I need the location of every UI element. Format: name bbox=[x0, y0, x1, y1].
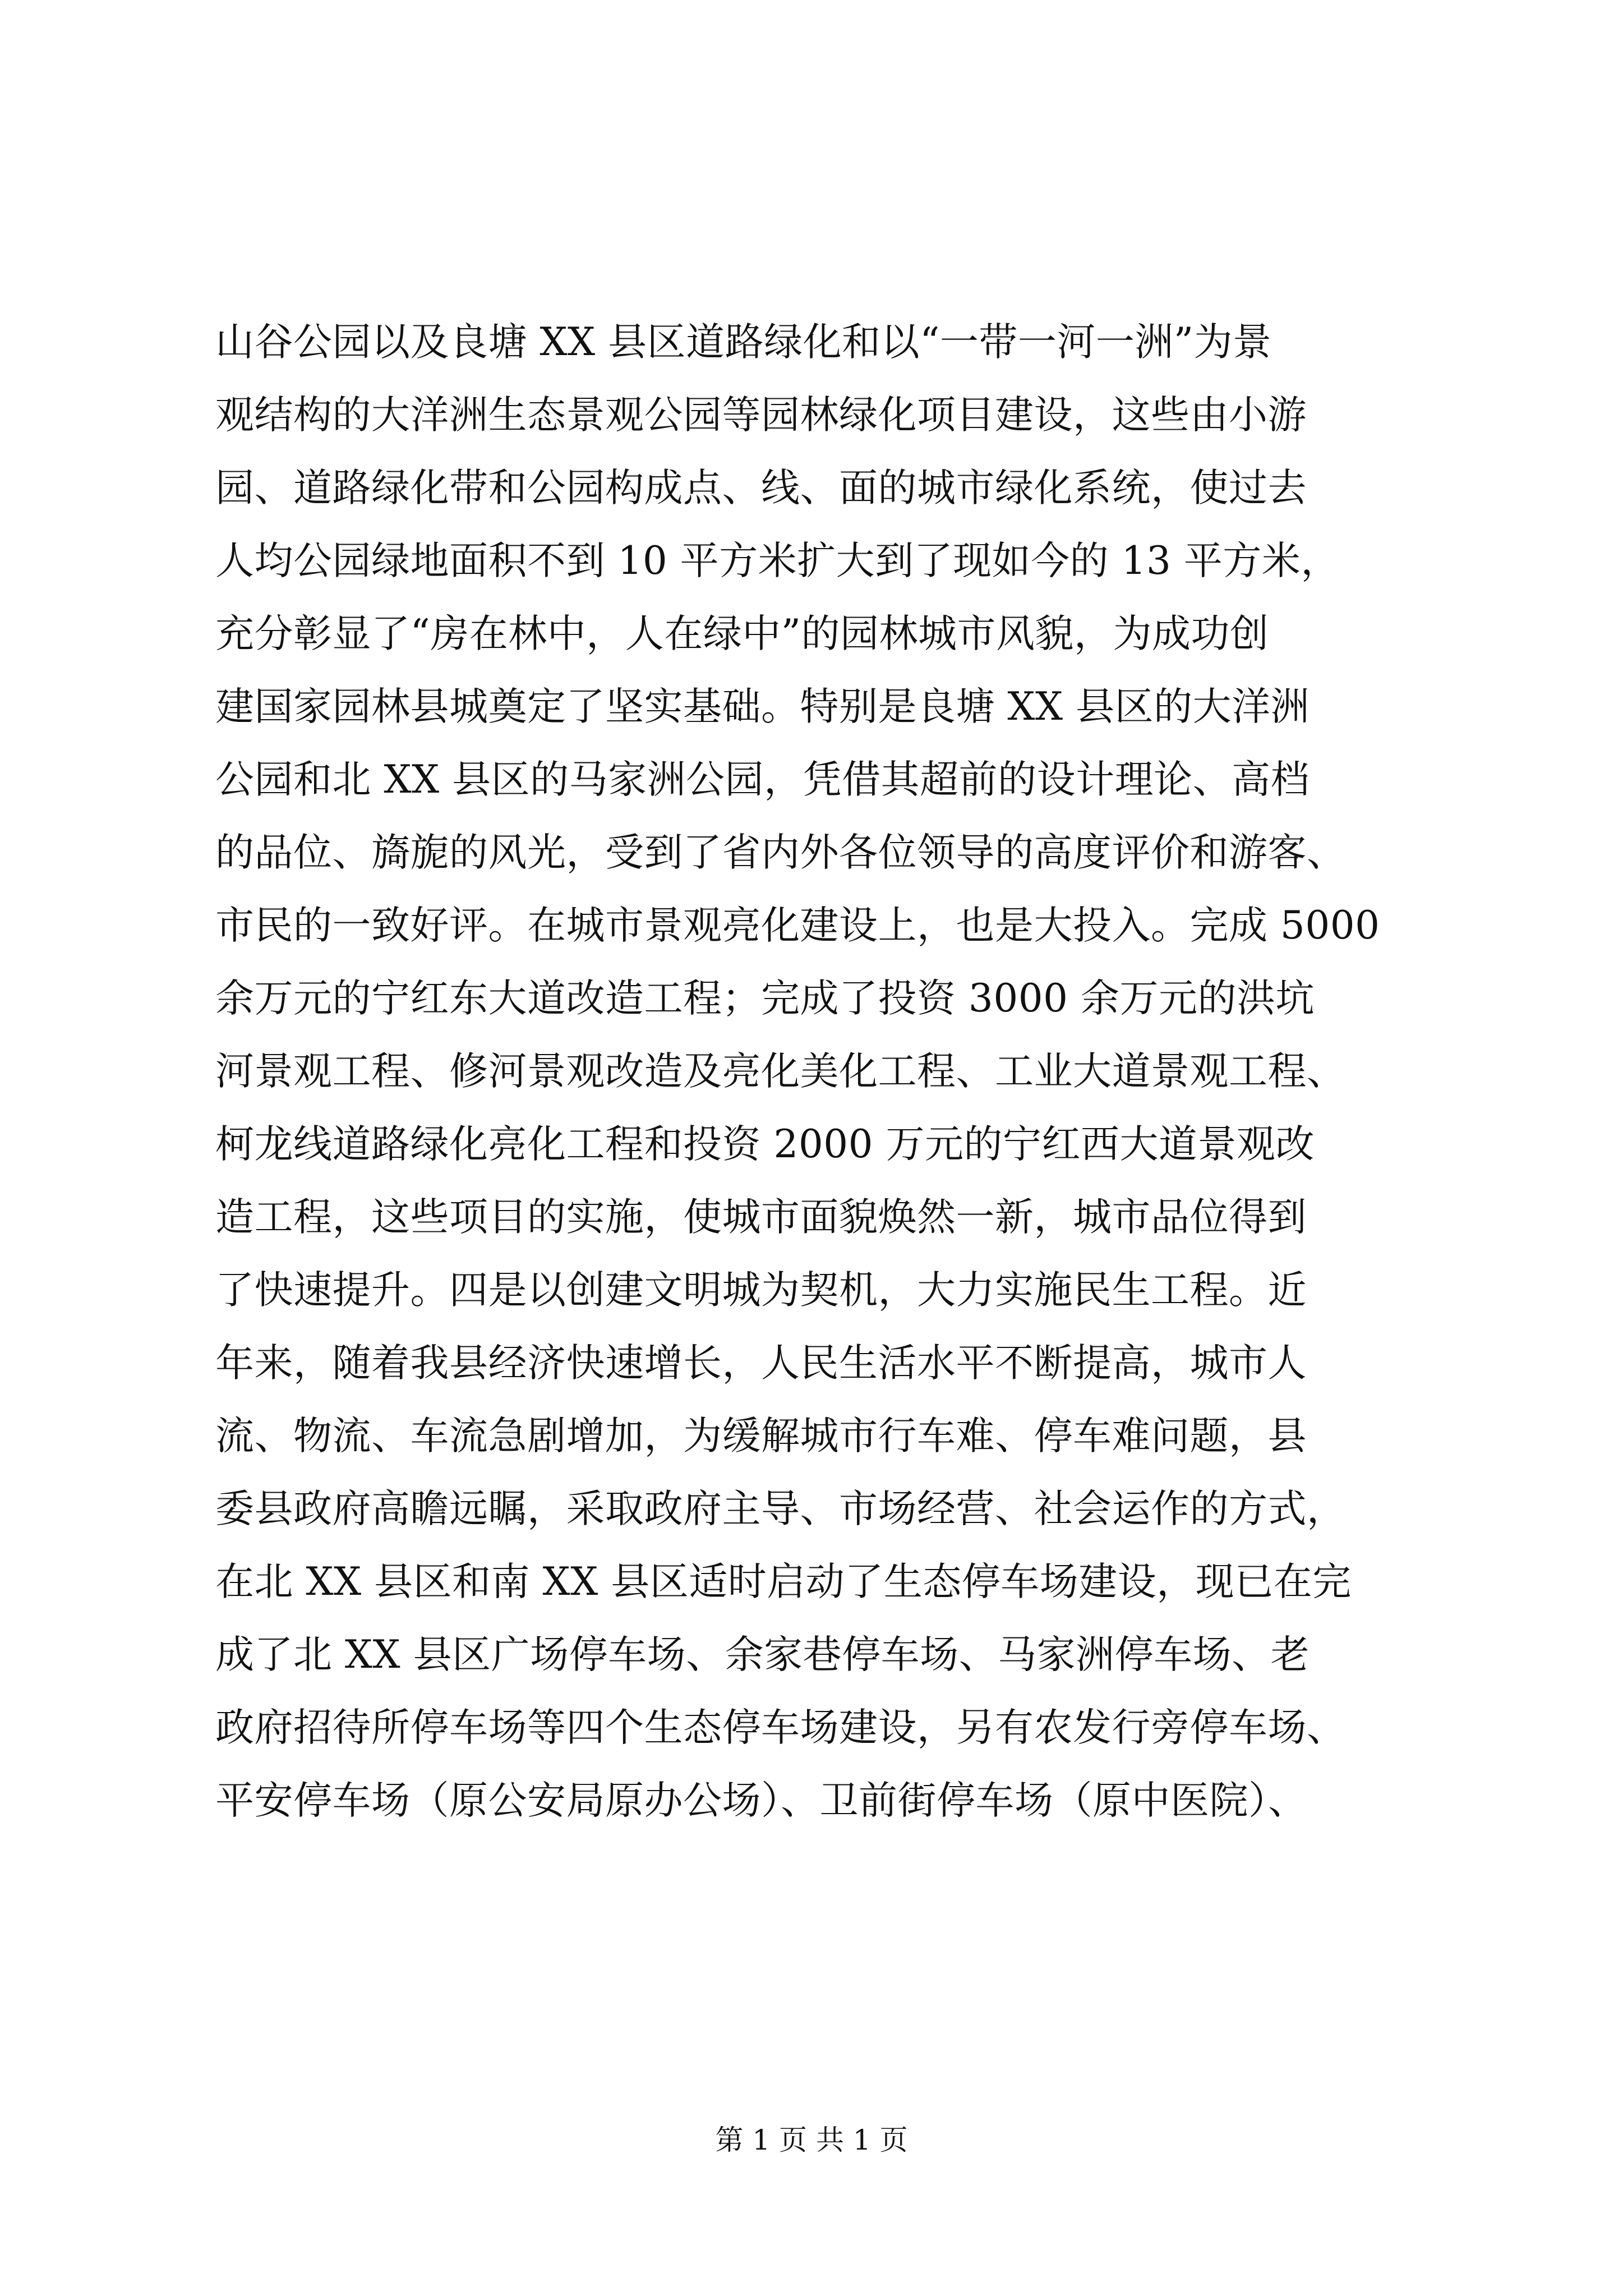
text-line: 园、道路绿化带和公园构成点、线、面的城市绿化系统，使过去 bbox=[215, 466, 1307, 510]
text-line: 流、物流、车流急剧增加，为缓解城市行车难、停车难问题，县 bbox=[215, 1414, 1307, 1458]
text-line: 充分彰显了“房在林中，人在绿中”的园林城市风貌，为成功创 bbox=[215, 611, 1269, 656]
text-line: 政府招待所停车场等四个生态停车场建设，另有农发行旁停车场、 bbox=[215, 1705, 1346, 1750]
text-line: 在北 XX 县区和南 XX 县区适时启动了生态停车场建设，现已在完 bbox=[215, 1559, 1352, 1604]
page-footer: 第 1 页 共 1 页 bbox=[715, 2124, 908, 2156]
text-line: 人均公园绿地面积不到 10 平方米扩大到了现如今的 13 平方米， bbox=[215, 539, 1340, 583]
text-line: 建国家园林县城奠定了坚实基础。特别是良塘 XX 县区的大洋洲 bbox=[215, 684, 1310, 729]
text-line: 观结构的大洋洲生态景观公园等园林绿化项目建设，这些由小游 bbox=[215, 393, 1307, 438]
text-line: 委县政府高瞻远瞩，采取政府主导、市场经营、社会运作的方式， bbox=[215, 1487, 1346, 1531]
body-text bbox=[215, 306, 1424, 1837]
text-line: 的品位、旖旎的风光，受到了省内外各位领导的高度评价和游客、 bbox=[215, 830, 1346, 875]
text-line: 公园和北 XX 县区的马家洲公园，凭借其超前的设计理论、高档 bbox=[215, 757, 1310, 802]
text-line: 余万元的宁红东大道改造工程；完成了投资 3000 余万元的洪坑 bbox=[215, 976, 1315, 1021]
text-line: 柯龙线道路绿化亮化工程和投资 2000 万元的宁红西大道景观改 bbox=[215, 1122, 1315, 1167]
text-line: 山谷公园以及良塘 XX 县区道路绿化和以“一带一河一洲”为景 bbox=[215, 320, 1272, 365]
text-line: 了快速提升。四是以创建文明城为契机，大力实施民生工程。近 bbox=[215, 1268, 1307, 1313]
text-line: 造工程，这些项目的实施，使城市面貌焕然一新，城市品位得到 bbox=[215, 1195, 1307, 1240]
text-line: 河景观工程、修河景观改造及亮化美化工程、工业大道景观工程、 bbox=[215, 1049, 1346, 1094]
text-line: 年来，随着我县经济快速增长，人民生活水平不断提高，城市人 bbox=[215, 1341, 1307, 1386]
text-line: 市民的一致好评。在城市景观亮化建设上，也是大投入。完成 5000 bbox=[215, 903, 1380, 948]
text-line: 平安停车场（原公安局原办公场）、卫前街停车场（原中医院）、 bbox=[215, 1778, 1307, 1823]
text-line: 成了北 XX 县区广场停车场、余家巷停车场、马家洲停车场、老 bbox=[215, 1632, 1310, 1677]
